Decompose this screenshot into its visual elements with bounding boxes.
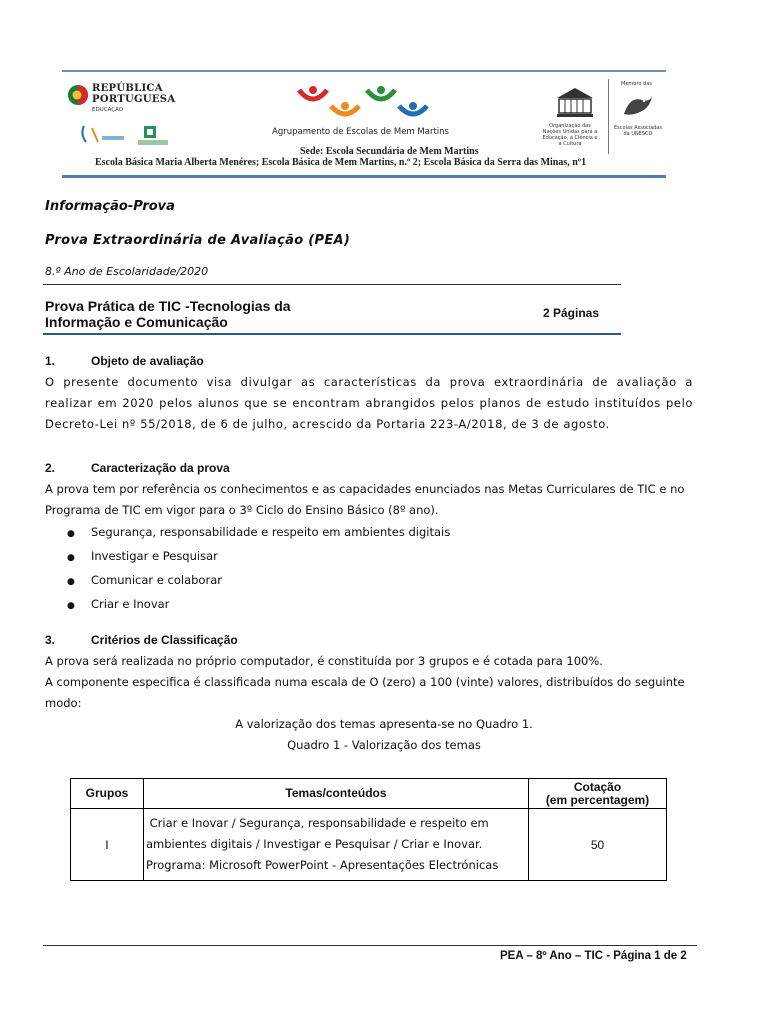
- list-item: ● Investigar e Pesquisar: [67, 545, 450, 569]
- list-item: ● Criar e Inovar: [67, 593, 450, 617]
- quadro-caption: Quadro 1 - Valorização dos temas: [287, 738, 481, 752]
- subject-title: Prova Prática de TIC -Tecnologias da Informação e Comunicação: [45, 298, 291, 330]
- bullet-icon: ●: [67, 601, 75, 611]
- cell-cotacao: 50: [529, 809, 667, 881]
- section-1-heading: 1. Objeto de avaliação: [45, 354, 204, 368]
- section-1-body: O presente documento visa divulgar as características da prova extraordinária de avaliação a realizar em 2020 pelos alunos que se encontram abrangidos pelos planos de estudo instituídos pelo Decreto-Lei nº 55/2018, de 6 de julho, acrescido da Portaria 223-A/2018, de 3 de agosto.: [45, 375, 693, 431]
- info-prova-title: Informação-Prova: [45, 199, 175, 214]
- section-3-heading: 3. Critérios de Classificação: [45, 633, 238, 647]
- page-footer: PEA – 8º Ano – TIC - Página 1 de 2: [500, 950, 687, 962]
- unesco-associated-caption: Escolas Associadas da UNESCO: [614, 125, 662, 137]
- republic-title: REPÚBLICA PORTUGUESA: [92, 83, 176, 105]
- agrupamento-name: Agrupamento de Escolas de Mem Martins: [272, 127, 449, 137]
- header-grupos: Grupos: [71, 779, 144, 809]
- header-cotacao: Cotação (em percentagem): [529, 779, 667, 809]
- agrupamento-logo-icon: [295, 82, 435, 124]
- footer-rule: [43, 945, 697, 946]
- section-2-heading: 2. Caracterização da prova: [45, 461, 230, 475]
- school-year: 8.º Ano de Escolaridade/2020: [45, 265, 209, 278]
- bullet-icon: ●: [67, 577, 75, 587]
- section-3-body: A prova será realizada no próprio computador, é constituída por 3 grupos e é cotada para 100%. A componente especifica é classificada numa escala de O (zero) a 100 (vinte) valores, distribuídos do seguinte modo:: [45, 654, 685, 710]
- eco-escolas-logo-icon: [138, 124, 168, 148]
- unesco-caption: Organização das Nações Unidas para a Educação, a Ciência e a Cultura: [542, 123, 598, 147]
- cell-grupo: I: [71, 809, 144, 881]
- subject-divider: [43, 333, 621, 335]
- list-item: ● Segurança, responsabilidade e respeito em ambientes digitais: [67, 521, 450, 545]
- header-temas: Temas/conteúdos: [144, 779, 529, 809]
- unesco-schools-bird-icon: [620, 92, 656, 122]
- republic-emblem-icon: [66, 82, 90, 108]
- list-item: ● Comunicar e colaborar: [67, 569, 450, 593]
- banner-bottom-rule: [62, 175, 666, 178]
- schools-line: Escola Básica Maria Alberta Menéres; Escola Básica de Mem Martins, n.º 2; Escola Básica da Serra das Minas, nº1: [95, 157, 587, 168]
- unesco-divider: [608, 79, 609, 154]
- section-2-bullet-list: [67, 521, 450, 617]
- bullet-icon: ●: [67, 553, 75, 563]
- sede-line: Sede: Escola Secundária de Mem Martins: [300, 146, 479, 157]
- membro-label: Membro das: [621, 81, 652, 87]
- banner-top-rule: [62, 70, 666, 72]
- quadro-intro: A valorização dos temas apresenta-se no Quadro 1.: [235, 717, 533, 731]
- section-2-body: A prova tem por referência os conhecimentos e as capacidades enunciados nas Metas Curriculares de TIC e no Programa de TIC em vigor para o 3º Ciclo do Ensino Básico (8º ano).: [45, 482, 685, 517]
- education-program-logo-icon: [78, 122, 126, 148]
- table-row: [71, 809, 667, 881]
- table-header-row: [71, 779, 667, 809]
- page-count: 2 Páginas: [543, 306, 600, 320]
- unesco-logo-icon: [555, 86, 595, 120]
- prova-title: Prova Extraordinária de Avaliação (PEA): [45, 233, 351, 248]
- bullet-icon: ●: [67, 529, 75, 539]
- cell-temas: Criar e Inovar / Segurança, responsabilidade e respeito em ambientes digitais / Investigar e Pesquisar / Criar e Inovar. Programa: Microsoft PowerPoint - Apresentações Electrónicas: [144, 809, 529, 881]
- valorizacao-table: [70, 778, 667, 881]
- republic-subtitle: EDUCAÇÃO: [92, 107, 124, 113]
- title-divider: [43, 284, 621, 285]
